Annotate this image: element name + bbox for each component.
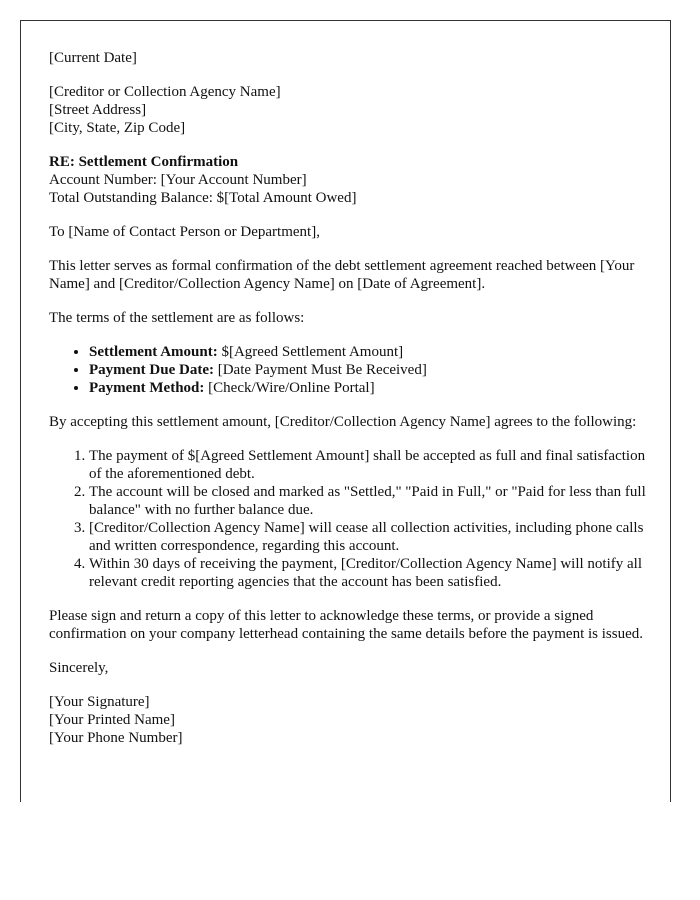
agreement-item: 1. The payment of $[Agreed Settlement Amount] shall be accepted as full and final satisfaction of the aforementioned debt. [89,447,650,483]
terms-list [49,343,650,397]
agreement-item: 4. Within 30 days of receiving the payment, [Creditor/Collection Agency Name] will notify all relevant credit reporting agencies that the account has been satisfied. [89,555,650,591]
term-item [89,379,650,397]
recipient-city: [City, State, Zip Code] [49,120,186,136]
agreements-list [49,447,650,591]
re-subject: RE: Settlement Confirmation [49,154,239,170]
printed-name: [Your Printed Name] [49,712,175,728]
term-item [89,361,650,379]
term-value: [Check/Wire/Online Portal] [208,380,375,396]
recipient-street: [Street Address] [49,102,147,118]
balance-value: $[Total Amount Owed] [216,190,357,206]
closing: Sincerely, [49,660,109,676]
term-item [89,343,650,361]
closing-request: Please sign and return a copy of this letter to acknowledge these terms, or provide a signed confirmation on your company letterhead containing the same details before the payment is issued. [49,608,643,642]
term-value: [Date Payment Must Be Received] [217,362,427,378]
term-label: Settlement Amount: [89,344,218,360]
signature-block [49,693,650,747]
agreement-item: 2. The account will be closed and marked as "Settled," "Paid in Full," or "Paid for less than full balance" with no further balance due. [89,483,650,519]
agree-intro: By accepting this settlement amount, [Creditor/Collection Agency Name] agrees to the following: [49,414,637,430]
recipient-name: [Creditor or Collection Agency Name] [49,84,281,100]
balance-label: Total Outstanding Balance: [49,190,213,206]
recipient-address [49,83,650,137]
term-label: Payment Method: [89,380,205,396]
salutation: To [Name of Contact Person or Department], [49,224,320,240]
account-label: Account Number: [49,172,157,188]
signature: [Your Signature] [49,694,150,710]
account-value: [Your Account Number] [160,172,307,188]
phone-number: [Your Phone Number] [49,730,183,746]
term-value: $[Agreed Settlement Amount] [221,344,404,360]
letter-page [20,20,671,802]
current-date: [Current Date] [49,50,137,66]
intro-paragraph: This letter serves as formal confirmation of the debt settlement agreement reached between [Your Name] and [Creditor/Collection Agency Name] on [Date of Agreement]. [49,258,635,292]
re-block [49,153,650,207]
terms-intro: The terms of the settlement are as follows: [49,310,305,326]
agreement-item: 3. [Creditor/Collection Agency Name] will cease all collection activities, including phone calls and written correspondence, regarding this account. [89,519,650,555]
term-label: Payment Due Date: [89,362,214,378]
